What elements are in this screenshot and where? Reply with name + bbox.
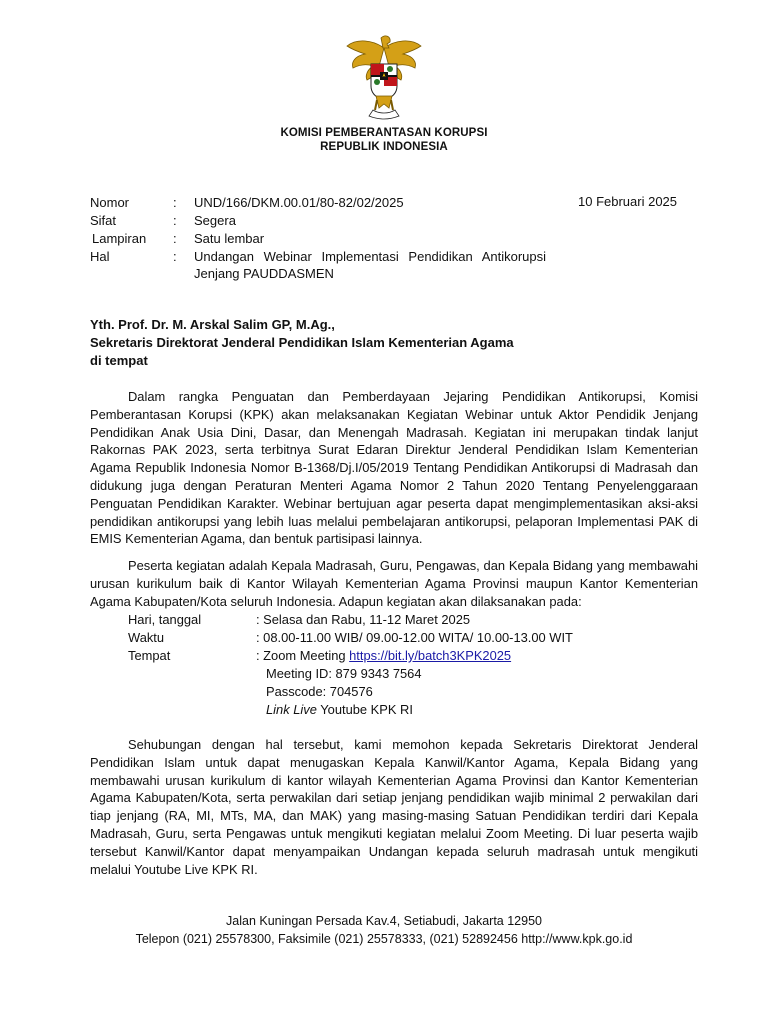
meeting-passcode: Passcode: 704576 bbox=[266, 684, 373, 699]
garuda-pancasila-emblem-icon bbox=[343, 34, 425, 124]
sifat-colon: : bbox=[173, 213, 177, 228]
org-name-line2: REPUBLIK INDONESIA bbox=[320, 141, 448, 153]
hal-colon: : bbox=[173, 249, 177, 264]
zoom-meeting-link[interactable]: https://bit.ly/batch3KPK2025 bbox=[349, 648, 512, 663]
org-name-line1: KOMISI PEMBERANTASAN KORUPSI bbox=[280, 127, 488, 139]
body-paragraph-2 bbox=[90, 557, 698, 610]
youtube-live-info bbox=[266, 701, 413, 719]
addressee-location: di tempat bbox=[90, 353, 148, 368]
lampiran-label: Lampiran bbox=[92, 231, 147, 246]
lampiran-colon: : bbox=[173, 231, 177, 246]
letter-date: 10 Februari 2025 bbox=[578, 194, 678, 209]
detail-hari-value: : Selasa dan Rabu, 11-12 Maret 2025 bbox=[256, 612, 471, 627]
body-paragraph-3 bbox=[90, 736, 698, 878]
sifat-label: Sifat bbox=[90, 213, 117, 228]
addressee-name: Yth. Prof. Dr. M. Arskal Salim GP, M.Ag., bbox=[90, 317, 335, 332]
detail-tempat-label: Tempat bbox=[128, 648, 171, 663]
body-paragraph-2-text: Peserta kegiatan adalah Kepala Madrasah, Guru, Pengawas, dan Kepala Bidang yang membawahi urusan kurikulum baik di Kantor Wilayah Kementerian Agama Provinsi maupun Kantor Kementerian Agama Kabupaten/Kota seluruh Indonesia. Adapun kegiatan akan dilaksanakan pada: bbox=[90, 558, 698, 609]
hal-value: Undangan Webinar Implementasi Pendidikan Antikorupsi Jenjang PAUDDASMEN bbox=[194, 249, 546, 281]
addressee-title: Sekretaris Direktorat Jenderal Pendidikan Islam Kementerian Agama bbox=[90, 335, 514, 350]
lampiran-value: Satu lembar bbox=[194, 231, 265, 246]
live-link-rest: Youtube KPK RI bbox=[316, 702, 413, 717]
hal-label: Hal bbox=[90, 249, 110, 264]
body-paragraph-1 bbox=[90, 388, 698, 548]
nomor-colon: : bbox=[173, 195, 177, 210]
nomor-label: Nomor bbox=[90, 195, 130, 210]
detail-hari-label: Hari, tanggal bbox=[128, 612, 202, 627]
body-paragraph-3-text: Sehubungan dengan hal tersebut, kami memohon kepada Sekretaris Direktorat Jenderal Pendidikan Islam untuk dapat menugaskan Kepala Kanwil/Kantor Agama, Kepala Bidang yang membawahi urusan kurikulum di kantor wilayah Kementerian Agama Provinsi dan Kantor Kementerian Agama Kabupaten/Kota, serta perwakilan dari setiap jenjang pendidikan wajib minimal 2 perwakilan dari tiap jenjang (RA, MI, MTs, MA, dan MAK) yang masing-masing Satuan Pendidikan terdiri dari Kepala Madrasah, Guru, serta Pengawas untuk mengikuti kegiatan melalui Zoom Meeting. Di luar peserta wajib tersebut Kanwil/Kantor dapat menyampaikan Undangan kepada seluruh madrasah untuk mengikuti melalui Youtube Live KPK RI. bbox=[90, 737, 698, 877]
footer-contact: Telepon (021) 25578300, Faksimile (021) 25578333, (021) 52892456 http://www.kpk.go.id bbox=[135, 932, 633, 946]
detail-tempat-value bbox=[256, 647, 511, 665]
live-link-italic: Link Live bbox=[266, 702, 317, 717]
detail-waktu-value: : 08.00-11.00 WIB/ 09.00-12.00 WITA/ 10.00-13.00 WIT bbox=[256, 630, 573, 645]
nomor-value: UND/166/DKM.00.01/80-82/02/2025 bbox=[194, 195, 404, 210]
detail-waktu-label: Waktu bbox=[128, 630, 165, 645]
footer-address: Jalan Kuningan Persada Kav.4, Setiabudi, Jakarta 12950 bbox=[226, 914, 542, 928]
meeting-id: Meeting ID: 879 9343 7564 bbox=[266, 666, 422, 681]
sifat-value: Segera bbox=[194, 213, 236, 228]
tempat-prefix: : Zoom Meeting bbox=[256, 648, 350, 663]
body-paragraph-1-text: Dalam rangka Penguatan dan Pemberdayaan Jejaring Pendidikan Antikorupsi, Komisi Pemberantasan Korupsi (KPK) akan melaksanakan Kegiatan Webinar untuk Aktor Pendidik Jenjang Pendidikan Anak Usia Dini, Dasar, dan Menengah Madrasah. Kegiatan ini merupakan tindak lanjut Rakornas PAK 2023, serta terbitnya Surat Edaran Direktur Jenderal Pendidikan Islam Kementerian Agama Republik Indonesia Nomor B-1368/Dj.I/05/2019 Tentang Pendidikan Antikorupsi di Madrasah dan didukung juga dengan Peraturan Menteri Agama Nomor 2 Tahun 2020 Tentang Penyelenggaraan Penguatan Pendidikan Karakter. Webinar bertujuan agar peserta dapat mengimplementasikan aksi-aksi pendidikan antikorupsi yang lebih luas melalui pembelajaran antikorupsi, pelaporan Implementasi PAK di EMIS Kementerian Agama, dan bentuk partisipasi lainnya. bbox=[90, 389, 698, 547]
